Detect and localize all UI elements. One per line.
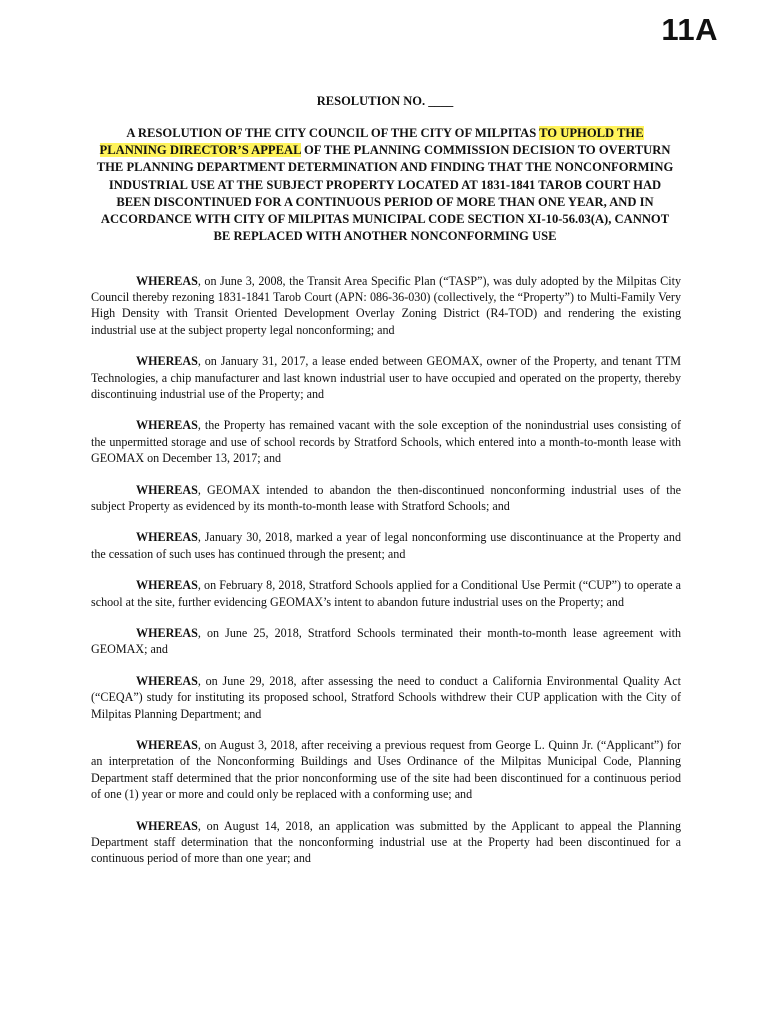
paragraph-text: , on February 8, 2018, Stratford Schools applied for a Conditional Use Permit (“CUP”) to operate a school at the site, further evidencing GEOMAX’s intent to abandon future industrial uses on the Property; and: [91, 578, 681, 609]
title-text-post: OF THE PLANNING COMMISSION DECISION TO OVERTURN THE PLANNING DEPARTMENT DETERMINATION AND FINDING THAT THE NONCONFORMING INDUSTRIAL USE AT THE SUBJECT PROPERTY LOCATED AT 1831-1841 TAROB COURT HAD BEEN DISCONTINUED FOR A CONTINUOUS PERIOD OF MORE THAN ONE YEAR, AND IN ACCORDANCE WITH CITY OF MILPITAS MUNICIPAL CODE SECTION XI-10-56.03(A), CANNOT BE REPLACED WITH ANOTHER NONCONFORMING USE: [96, 143, 674, 244]
title-highlight: TO UPHOLD THE PLANNING DIRECTOR’S APPEAL: [99, 126, 644, 158]
whereas-paragraph: [91, 529, 681, 561]
paragraph-text: , on June 25, 2018, Stratford Schools terminated their month-to-month lease agreement with GEOMAX; and: [91, 626, 681, 657]
agenda-item-number: 11A: [661, 12, 718, 47]
paragraph-text: , GEOMAX intended to abandon the then-discontinued nonconforming industrial uses of the subject Property as evidenced by its month-to-month lease with Stratford Schools; and: [91, 482, 681, 513]
paragraph-text: , on August 3, 2018, after receiving a previous request from George L. Quinn Jr. (“Applicant”) for an interpretation of the Nonconforming Buildings and Uses Ordinance of the Milpitas Municipal Code, Planning Department staff determined that the prior nonconforming use of the site had been discontinued for a continuous period of one (1) year or more and could only be replaced with a conforming use; and: [91, 738, 681, 801]
whereas-paragraph: [91, 737, 681, 802]
whereas-paragraph: [91, 625, 681, 657]
whereas-paragraph: [91, 818, 681, 867]
whereas-lead: WHEREAS: [136, 818, 198, 833]
paragraph-text: , on June 29, 2018, after assessing the need to conduct a California Environmental Quality Act (“CEQA”) study for instituting its proposed school, Stratford Schools withdrew their CUP application with the City of Milpitas Planning Department; and: [91, 674, 681, 721]
whereas-lead: WHEREAS: [136, 482, 198, 497]
whereas-paragraph: [91, 482, 681, 514]
whereas-lead: WHEREAS: [136, 578, 198, 593]
whereas-lead: WHEREAS: [136, 626, 198, 641]
paragraph-text: , January 30, 2018, marked a year of legal nonconforming use discontinuance at the Property and the cessation of such uses has continued through the present; and: [91, 530, 681, 561]
whereas-paragraph: [91, 273, 681, 338]
whereas-lead: WHEREAS: [136, 530, 198, 545]
resolution-number: RESOLUTION NO. ____: [316, 94, 454, 108]
whereas-lead: WHEREAS: [136, 674, 198, 689]
paragraph-text: , the Property has remained vacant with the sole exception of the nonindustrial uses consisting of the unpermitted storage and use of school records by Stratford Schools, which entered into a month-to-month lease with GEOMAX on December 13, 2017; and: [91, 418, 681, 465]
whereas-lead: WHEREAS: [136, 738, 198, 753]
paragraph-text: , on August 14, 2018, an application was submitted by the Applicant to appeal the Planning Department staff determination that the nonconforming industrial use at the Property had been discontinued for a continuous period of more than one year; and: [91, 818, 681, 865]
whereas-lead: WHEREAS: [136, 274, 198, 288]
whereas-paragraph: [91, 417, 681, 466]
resolution-title: [92, 125, 678, 245]
whereas-paragraph: [91, 577, 681, 609]
paragraph-text: , on June 3, 2008, the Transit Area Specific Plan (“TASP”), was duly adopted by the Milpitas City Council thereby rezoning 1831-1841 Tarob Court (APN: 086-36-030) (collectively, the “Property”) to Multi-Family Very High Density with Transit Oriented Development Overlay Zoning District (R4-TOD) and rendering the existing industrial use at the subject property legal nonconforming; and: [91, 274, 681, 337]
title-text-pre: A RESOLUTION OF THE CITY COUNCIL OF THE CITY OF MILPITAS: [126, 126, 540, 140]
whereas-lead: WHEREAS: [136, 418, 198, 433]
resolution-body: [91, 273, 681, 882]
whereas-lead: WHEREAS: [136, 354, 198, 369]
paragraph-text: , on January 31, 2017, a lease ended between GEOMAX, owner of the Property, and tenant TTM Technologies, a chip manufacturer and last known industrial user to have occupied and operated on the property, thereby discontinuing industrial use of the Property; and: [91, 354, 681, 401]
whereas-paragraph: [91, 673, 681, 722]
whereas-paragraph: [91, 353, 681, 402]
